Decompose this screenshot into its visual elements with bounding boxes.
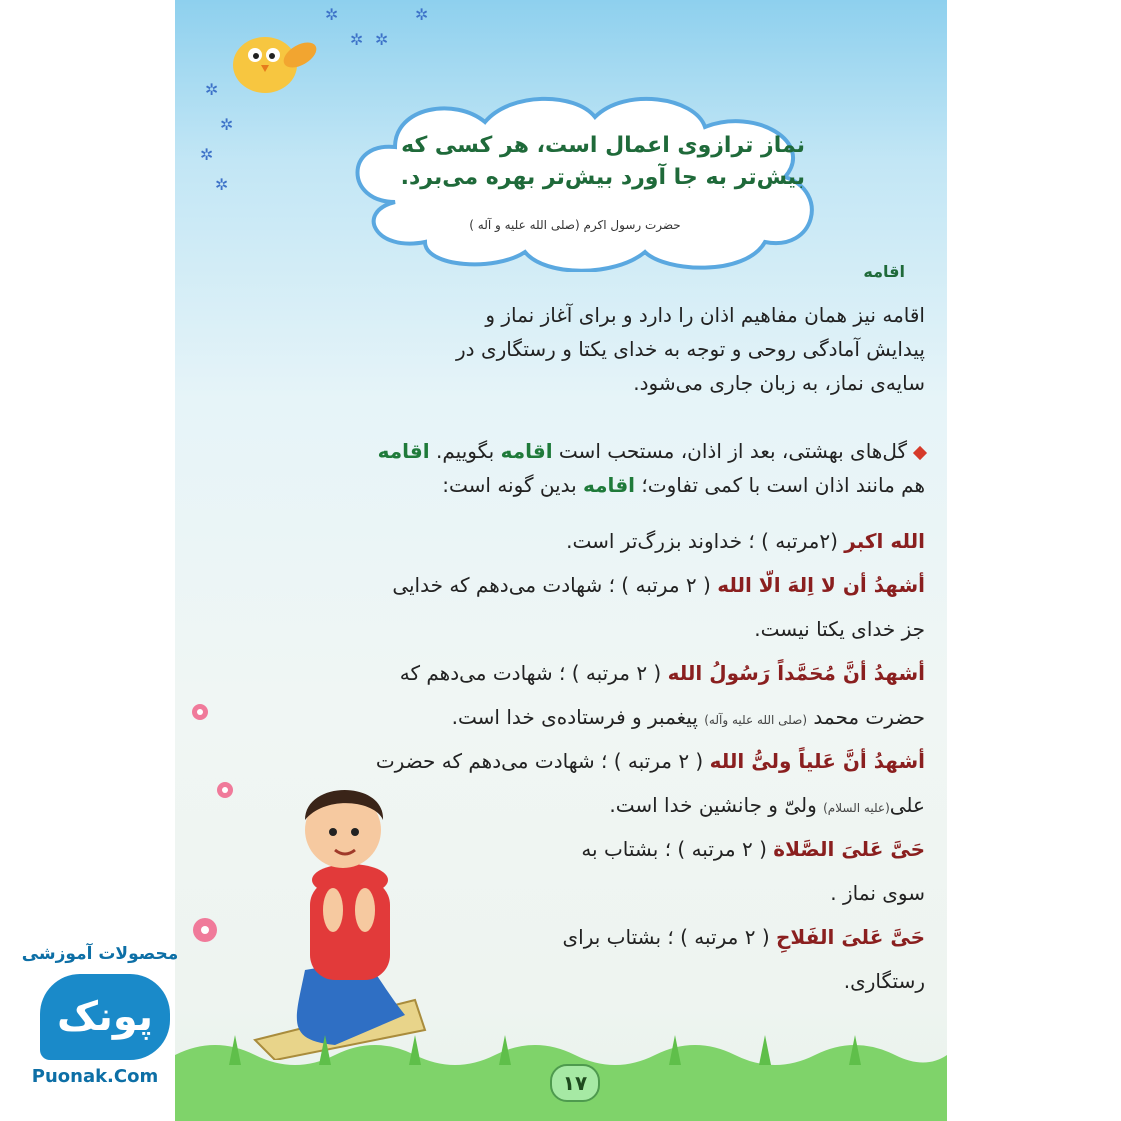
intro-line-3: سایه‌ی نماز، به زبان جاری می‌شود. [633, 371, 925, 395]
phrase-meaning: ( ۲ مرتبه ) ؛ بشتاب به [581, 837, 774, 861]
phrase-text: ولیّ و جانشین خدا است. [609, 793, 824, 817]
phrase-1 [270, 524, 925, 558]
phrase-arabic: الله اکبر [844, 529, 925, 553]
note-keyword: اقامه [377, 439, 430, 463]
phrase-3-cont [270, 700, 925, 737]
svg-text:✲: ✲ [415, 5, 429, 24]
svg-text:✲: ✲ [220, 115, 234, 134]
bullet-icon [913, 445, 927, 459]
book-page [175, 0, 947, 1121]
intro-line-1: اقامه نیز همان مفاهیم اذان را دارد و برای آغاز نماز و [485, 303, 925, 327]
cloud-quote-text [365, 130, 805, 194]
note-text: بدین گونه است: [442, 473, 584, 497]
phrase-meaning: ( ۲ مرتبه ) ؛ شهادت می‌دهم که [399, 661, 668, 685]
page-number: ۱۷ [550, 1064, 600, 1102]
phrase-meaning: ( ۲ مرتبه ) ؛ شهادت می‌دهم که خدایی [392, 573, 718, 597]
cloud-quote-source: حضرت رسول اکرم (صلی الله علیه و آله ) [469, 218, 681, 232]
phrase-6-cont: رستگاری. [843, 969, 925, 993]
logo-title: محصولات آموزشی [21, 944, 179, 964]
cloud-quote-line-2: بیش‌تر به جا آورد بیش‌تر بهره می‌برد. [400, 165, 805, 190]
svg-text:✲: ✲ [215, 175, 229, 194]
phrase-meaning: ( ۲ مرتبه ) ؛ شهادت می‌دهم که حضرت [375, 749, 710, 773]
phrase-text: علی [889, 793, 925, 817]
cloud-quote-line-1: نماز ترازوی اعمال است، هر کسی که [401, 133, 805, 158]
flower-decorations [175, 690, 255, 990]
phrase-3 [270, 656, 925, 690]
phrase-arabic: أشهدُ أن لا اِلهَ الّا الله [717, 573, 925, 597]
phrase-honorific: (صلی الله علیه وآله) [704, 713, 808, 727]
phrase-2 [270, 568, 925, 602]
intro-line-2: پیدایش آمادگی روحی و توجه به خدای یکتا و رستگاری در [456, 337, 925, 361]
phrase-meaning: (۲مرتبه ) ؛ خداوند بزرگ‌تر است. [566, 529, 845, 553]
note-text: بگوییم. [429, 439, 501, 463]
phrase-arabic: حَیَّ عَلیَ الفَلاحِ [776, 925, 925, 949]
phrase-text: حضرت محمد [807, 705, 925, 729]
logo-word: پونک [56, 994, 154, 1040]
note-line-2 [270, 468, 925, 502]
note-paragraph [270, 434, 925, 502]
phrase-5-cont: سوی نماز . [830, 881, 925, 905]
intro-paragraph [270, 298, 925, 400]
logo-url[interactable]: Puonak.Com [31, 1066, 159, 1087]
phrase-arabic: أشهدُ أنَّ عَلیاً ولیُّ الله [709, 749, 925, 773]
phrase-meaning: ( ۲ مرتبه ) ؛ بشتاب برای [562, 925, 776, 949]
svg-text:✲: ✲ [205, 80, 219, 99]
phrase-2-cont: جز خدای یکتا نیست. [754, 617, 925, 641]
note-line-1 [270, 434, 925, 468]
svg-text:✲: ✲ [350, 30, 364, 49]
phrase-arabic: أشهدُ أنَّ مُحَمَّداً رَسُولُ الله [667, 661, 925, 685]
logo-badge [40, 974, 170, 1060]
section-heading: اقامه [863, 262, 905, 281]
phrase-honorific: (علیه السلام) [823, 801, 890, 815]
svg-text:✲: ✲ [200, 145, 214, 164]
phrase-arabic: حَیَّ عَلیَ الصَّلاة [773, 837, 925, 861]
note-keyword: اقامه [583, 473, 636, 497]
note-text: گل‌های بهشتی، بعد از اذان، مستحب است [552, 439, 907, 463]
note-text: هم مانند اذان است با کمی تفاوت؛ [635, 473, 925, 497]
svg-text:✲: ✲ [375, 30, 389, 49]
note-keyword: اقامه [500, 439, 553, 463]
phrase-text: پیغمبر و فرستاده‌ی خدا است. [451, 705, 705, 729]
svg-text:✲: ✲ [325, 5, 339, 24]
